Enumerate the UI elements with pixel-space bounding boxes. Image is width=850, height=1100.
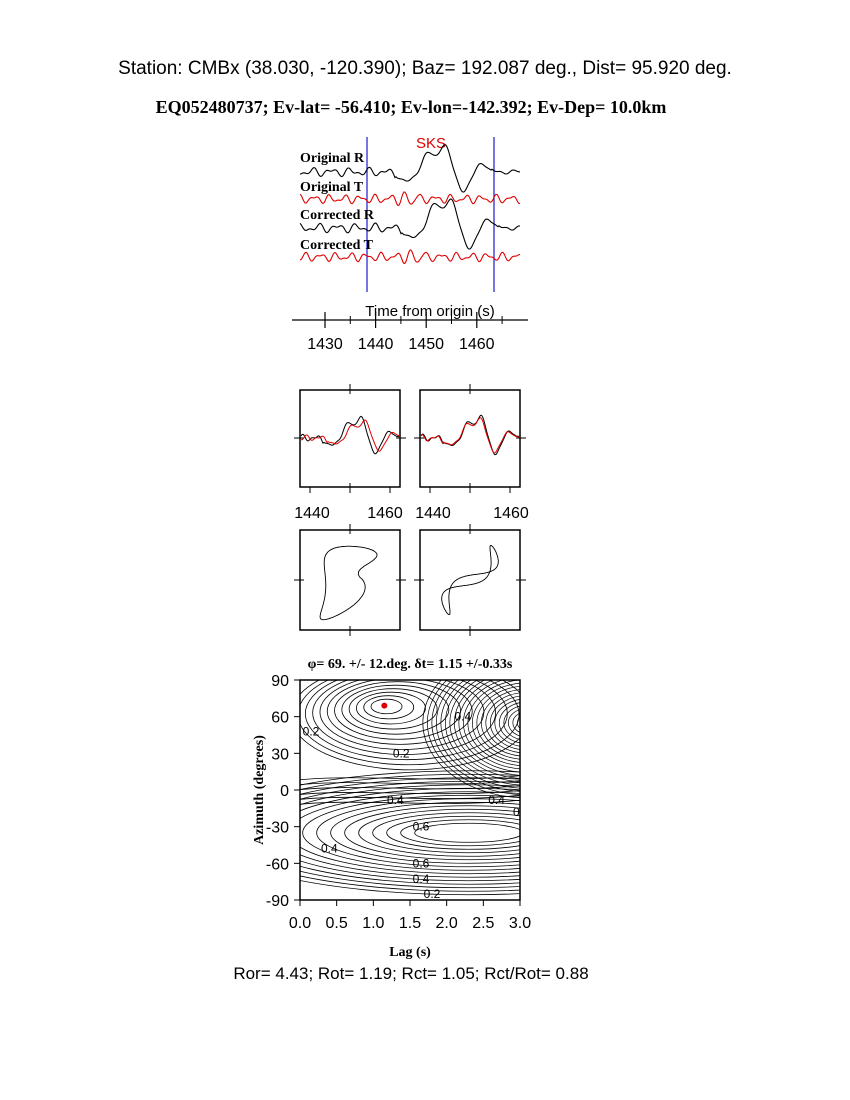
contour-line xyxy=(477,686,578,760)
time-tick-label: 1430 xyxy=(307,336,343,353)
contour-label: 0.6 xyxy=(412,856,430,871)
label-original-t: Original T xyxy=(300,180,364,195)
particle-box-original xyxy=(300,530,400,630)
grid-x-label: Lag (s) xyxy=(389,945,431,960)
time-tick-label: 1450 xyxy=(408,336,444,353)
particle-motion-corrected xyxy=(442,545,499,614)
grid-y-tick-label: -60 xyxy=(265,856,289,874)
trace-panel xyxy=(292,135,528,353)
grid-x-tick-label: 2.5 xyxy=(472,915,495,932)
station-info: Station: CMBx (38.030, -120.390); Baz= 192.087 deg., Dist= 95.920 deg. xyxy=(118,58,732,79)
grid-y-tick-label: -30 xyxy=(265,819,289,837)
contour-line xyxy=(415,823,523,842)
contour-line xyxy=(275,788,663,877)
label-corrected-t: Corrected T xyxy=(300,238,373,253)
contour-line xyxy=(504,705,551,740)
contour-label: 0.4 xyxy=(320,841,338,856)
label-original-r: Original R xyxy=(300,151,365,166)
ratio-summary: Ror= 4.43; Rot= 1.19; Rct= 1.05; Rct/Rot= 0.88 xyxy=(233,964,589,983)
waveform-box-ticks xyxy=(294,384,526,493)
contour-label: 0.4 xyxy=(488,792,505,807)
contour-label: 0.6 xyxy=(412,819,430,834)
phase-label: SKS xyxy=(415,135,447,152)
contour-label: 0.2 xyxy=(392,746,410,761)
contour-line xyxy=(499,702,555,744)
contour-line xyxy=(303,792,635,870)
time-tick-label: 1440 xyxy=(357,336,394,353)
grid-x-tick-label: 0.5 xyxy=(325,915,348,932)
contour-line xyxy=(345,806,593,860)
grid-y-tick-label: 30 xyxy=(271,746,289,764)
contour-line xyxy=(463,676,591,769)
windowed-waveforms xyxy=(294,384,529,522)
grid-y-tick-label: 0 xyxy=(280,783,289,800)
contour-line xyxy=(289,792,649,874)
contour-line xyxy=(508,708,546,737)
grid-x-tick-label: 3.0 xyxy=(508,915,532,932)
contour-line xyxy=(486,692,569,753)
contour-label: 0.4 xyxy=(412,872,430,887)
contour-line xyxy=(454,670,600,776)
contour-label: 0.4 xyxy=(386,792,404,807)
contour-label: 0 xyxy=(512,805,520,819)
grid-title: φ= 69. +/- 12.deg. δt= 1.15 +/-0.33s xyxy=(307,657,513,672)
contour-label: 0.4 xyxy=(454,709,472,724)
grid-x-tick-label: 0.0 xyxy=(288,915,312,932)
grid-y-tick-label: 90 xyxy=(271,673,289,690)
contour-line xyxy=(349,689,437,729)
optimum-marker[interactable] xyxy=(381,703,387,709)
particle-motion xyxy=(294,524,526,636)
contour-line xyxy=(331,802,607,863)
grid-x-tick-label: 1.5 xyxy=(398,915,422,932)
contour-label: 0.2 xyxy=(423,886,441,901)
grid-y-tick-label: -90 xyxy=(265,893,289,910)
particle-box-corrected xyxy=(420,530,520,630)
grid-y-label: Azimuth (degrees) xyxy=(252,735,267,845)
windowed-original-r xyxy=(301,416,399,453)
label-corrected-r: Corrected R xyxy=(300,208,374,223)
contour-line xyxy=(459,673,596,772)
wave-tick-label: 1440 xyxy=(294,505,330,522)
wave-tick-label: 1440 xyxy=(415,505,451,522)
contour-line xyxy=(472,683,582,763)
contour-line xyxy=(247,781,691,887)
contour-line xyxy=(291,661,531,770)
energy-grid-panel xyxy=(205,648,733,960)
wave-tick-label: 1460 xyxy=(367,505,403,522)
waveform-box-corrected xyxy=(420,390,520,487)
windowed-original-t xyxy=(301,420,399,451)
grid-y-tick-label: 60 xyxy=(271,709,289,727)
time-axis-label: Time from origin (s) xyxy=(365,303,495,320)
contour-line xyxy=(373,813,565,853)
event-info: EQ052480737; Ev-lat= -56.410; Ev-lon=-142.392; Ev-Dep= 10.0km xyxy=(155,97,667,117)
contour-line xyxy=(490,696,564,750)
contour-label: 0.2 xyxy=(302,724,320,739)
time-tick-label: 1460 xyxy=(458,336,495,353)
contour-line xyxy=(495,699,560,747)
contour-line xyxy=(387,816,551,849)
particle-motion-original xyxy=(320,546,377,620)
grid-x-tick-label: 1.0 xyxy=(362,915,385,932)
wave-tick-label: 1460 xyxy=(493,505,529,522)
grid-x-tick-label: 2.0 xyxy=(435,915,458,932)
